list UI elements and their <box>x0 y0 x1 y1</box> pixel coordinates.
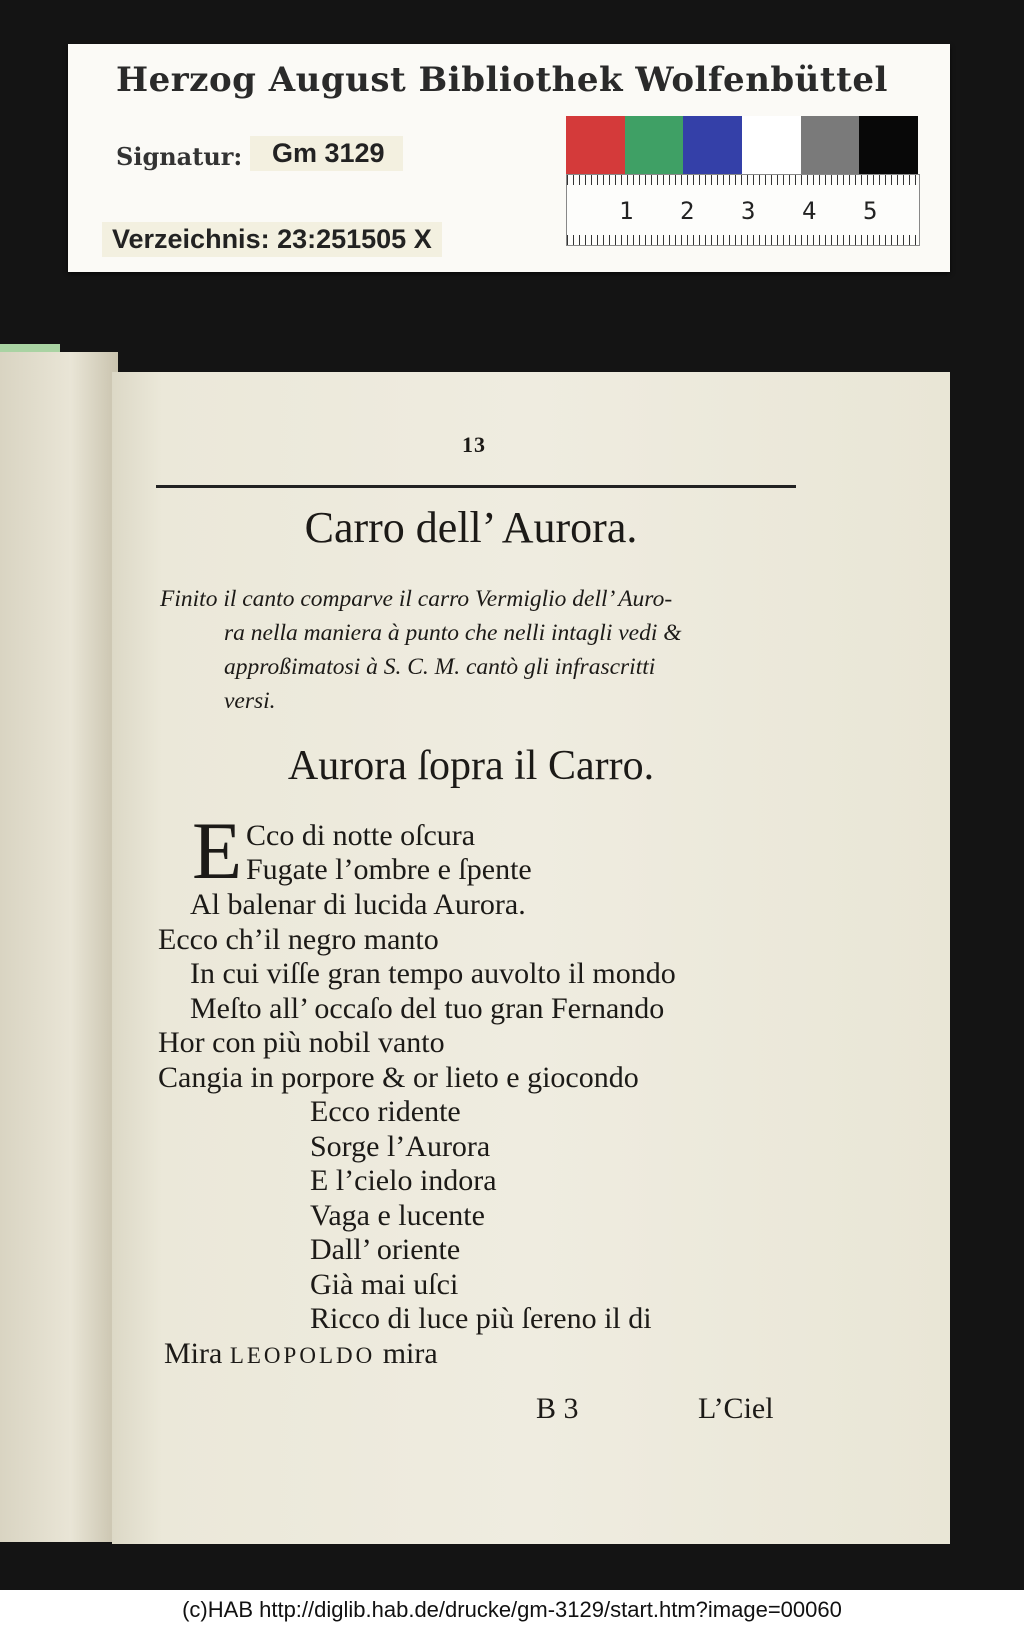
intro-line: ra nella maniera à punto che nelli intagli vedi & <box>224 620 682 646</box>
book-page <box>112 372 950 1544</box>
signature-mark: B 3 <box>536 1392 579 1425</box>
verse-line: Sorge l’Aurora <box>310 1130 491 1163</box>
color-calibration-swatches <box>566 116 918 174</box>
facing-page-edge <box>0 352 118 1542</box>
signatur-value: Gm 3129 <box>250 136 403 171</box>
verse-line: Cangia in porpore & or lieto e giocondo <box>158 1061 639 1094</box>
verse-line: Al balenar di lucida Aurora. <box>190 888 526 921</box>
swatch-white <box>742 116 801 174</box>
section-heading: Carro dell’ Aurora. <box>304 503 638 552</box>
swatch-green <box>625 116 684 174</box>
verse-line: E l’cielo indora <box>310 1164 497 1197</box>
name-leopoldo: LEOPOLDO <box>229 1343 376 1368</box>
verse-line: In cui viſſe gran tempo auvolto il mondo <box>190 957 676 990</box>
intro-line: Finito il canto comparve il carro Vermiglio dell’ Auro- <box>160 586 673 612</box>
intro-paragraph <box>160 582 810 718</box>
drop-capital: E <box>192 805 243 896</box>
ruler-number: 1 <box>619 197 634 225</box>
header-rule <box>156 485 796 488</box>
verse-line: Vaga e lucente <box>310 1199 485 1232</box>
library-card <box>68 44 950 272</box>
intro-line: versi. <box>224 688 276 714</box>
swatch-red <box>566 116 625 174</box>
verse-line: Ecco ridente <box>310 1095 461 1128</box>
verse-line: Fugate l’ombre e ſpente <box>246 853 532 886</box>
catchword: L’Ciel <box>698 1392 774 1425</box>
verzeichnis-label: Verzeichnis: 23:251505 X <box>102 222 442 257</box>
verse-line: Hor con più nobil vanto <box>158 1026 445 1059</box>
copyright-footer: (c)HAB http://diglib.hab.de/drucke/gm-3129/start.htm?image=00060 <box>0 1590 1024 1631</box>
signatur-label: Signatur: <box>116 142 243 171</box>
swatch-black <box>859 116 918 174</box>
intro-line: approßimatosi à S. C. M. cantò gli infrascritti <box>224 654 656 680</box>
verse-line: Ecco ch’il negro manto <box>158 923 439 956</box>
page-number: 13 <box>462 432 486 457</box>
verse-text: mira <box>375 1337 438 1370</box>
verse-line: Dall’ oriente <box>310 1233 461 1266</box>
verse-line: Ricco di luce più ſereno il di <box>310 1302 652 1335</box>
verse-line: Cco di notte oſcura <box>246 819 476 852</box>
ruler-number: 2 <box>680 197 695 225</box>
swatch-gray <box>801 116 860 174</box>
ruler-number: 4 <box>802 197 817 225</box>
verse-heading: Aurora ſopra il Carro. <box>287 743 655 789</box>
verse-line <box>164 1336 438 1374</box>
scale-ruler <box>566 174 920 246</box>
verse-text: Mira <box>164 1337 230 1370</box>
swatch-blue <box>683 116 742 174</box>
library-title: Herzog August Bibliothek Wolfenbüttel <box>116 60 888 100</box>
verse-line: Già mai uſci <box>310 1268 459 1301</box>
ruler-number: 3 <box>741 197 756 225</box>
verse-line: Meſto all’ occaſo del tuo gran Fernando <box>190 992 665 1025</box>
ruler-number: 5 <box>863 197 878 225</box>
